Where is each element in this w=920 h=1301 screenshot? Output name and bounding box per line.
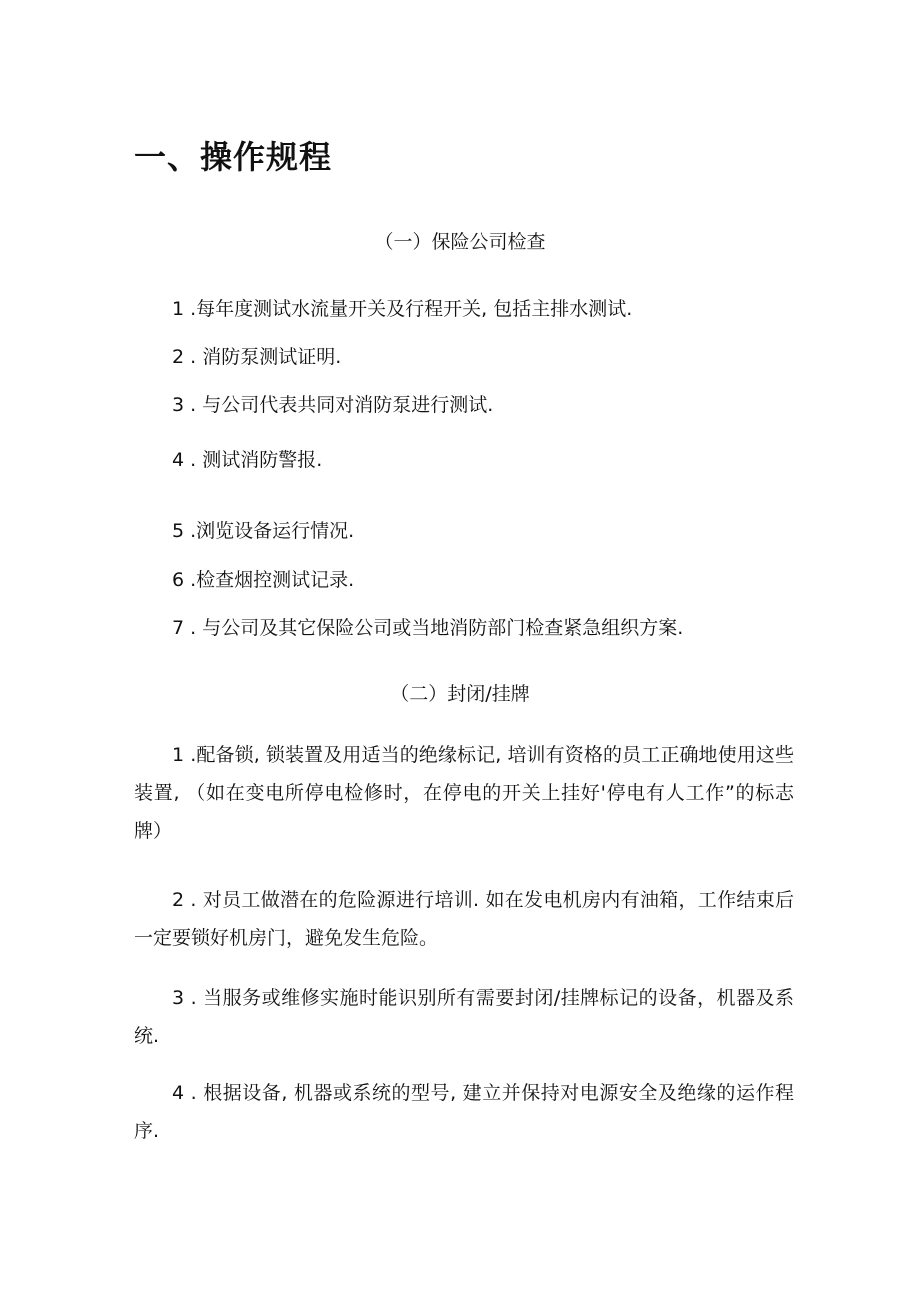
- list-item: 4 . 测试消防警报.: [172, 449, 323, 471]
- section-heading-lockout-tagout: （二）封闭/挂牌: [390, 683, 530, 705]
- section-heading-insurance-inspection: （一）保险公司检查: [374, 231, 546, 253]
- paragraph: 3 . 当服务或维修实施时能识别所有需要封闭/挂牌标记的设备，机器及系统.: [134, 987, 794, 1047]
- paragraph: 4 . 根据设备, 机器或系统的型号, 建立并保持对电源安全及绝缘的运作程序.: [134, 1082, 794, 1142]
- list-item: 5 .浏览设备运行情况.: [172, 520, 355, 542]
- paragraph: 2 . 对员工做潜在的危险源进行培训. 如在发电机房内有油箱，工作结束后一定要锁好机房门，避免发生危险。: [134, 889, 794, 949]
- list-item: 7 . 与公司及其它保险公司或当地消防部门检查紧急组织方案.: [172, 617, 684, 639]
- paragraph: 1 .配备锁, 锁装置及用适当的绝缘标记, 培训有资格的员工正确地使用这些装置, （如在变电所停电检修时，在停电的开关上挂好'停电有人工作”的标志牌）: [134, 744, 794, 842]
- list-item: 1 .每年度测试水流量开关及行程开关, 包括主排水测试.: [172, 298, 633, 320]
- page-title: 一、操作规程: [134, 138, 333, 176]
- list-item: 2 . 消防泵测试证明.: [172, 346, 342, 368]
- list-item: 6 .检查烟控测试记录.: [172, 569, 355, 591]
- list-item: 3 . 与公司代表共同对消防泵进行测试.: [172, 394, 494, 416]
